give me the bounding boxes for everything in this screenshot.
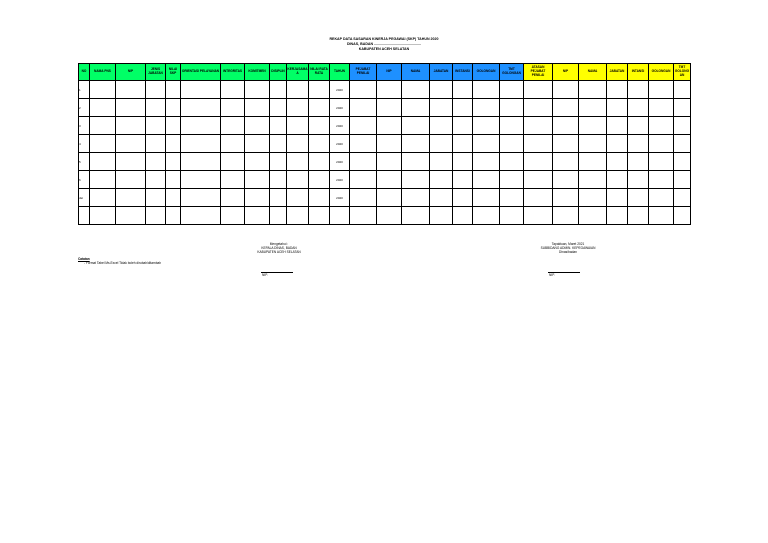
- column-header: NIP: [553, 64, 579, 81]
- table-cell: [473, 135, 500, 153]
- table-cell: [245, 207, 270, 225]
- year-cell: 2020: [330, 99, 350, 117]
- table-cell: [309, 153, 330, 171]
- table-header-row: [79, 64, 691, 81]
- table-cell: [350, 189, 377, 207]
- table-cell: [116, 135, 146, 153]
- table-cell: [674, 189, 691, 207]
- table-cell: [500, 171, 524, 189]
- table-cell: [181, 117, 221, 135]
- sign-left-line3: KABUPATEN ACEH SELATAN: [257, 250, 301, 255]
- table-cell: [430, 153, 453, 171]
- table-row: [79, 99, 691, 117]
- table-cell: [377, 153, 402, 171]
- table-row: [79, 135, 691, 153]
- table-cell: [90, 207, 116, 225]
- table-cell: [116, 81, 146, 99]
- table-cell: [402, 99, 430, 117]
- table-cell: [579, 117, 607, 135]
- column-header: NAMA: [579, 64, 607, 81]
- column-header: KERJASAMA A: [287, 64, 309, 81]
- table-cell: [377, 135, 402, 153]
- table-cell: [309, 189, 330, 207]
- year-cell: [330, 207, 350, 225]
- table-row: [79, 117, 691, 135]
- table-cell: [146, 189, 166, 207]
- table-cell: [628, 153, 649, 171]
- column-header: JABATAN: [430, 64, 453, 81]
- table-cell: [181, 189, 221, 207]
- table-cell: [579, 135, 607, 153]
- column-header: JENIS JABATAN: [146, 64, 166, 81]
- sign-right-line1: Tapaktuan, Maret 2021: [551, 242, 585, 246]
- table-cell: [579, 99, 607, 117]
- table-cell: [607, 171, 628, 189]
- table-cell: [181, 153, 221, 171]
- table-cell: [287, 117, 309, 135]
- table-cell: [607, 135, 628, 153]
- table-cell: [607, 81, 628, 99]
- table-cell: [500, 153, 524, 171]
- table-cell: [579, 189, 607, 207]
- table-cell: [453, 171, 473, 189]
- table-cell: [270, 81, 287, 99]
- table-cell: [377, 81, 402, 99]
- table-cell: [524, 99, 553, 117]
- column-header: NILAI SKP: [166, 64, 181, 81]
- column-header: TAHUN: [330, 64, 350, 81]
- table-cell: [524, 189, 553, 207]
- table-cell: [607, 207, 628, 225]
- table-cell: [245, 189, 270, 207]
- table-cell: [221, 207, 245, 225]
- table-cell: [500, 99, 524, 117]
- table-cell: [628, 135, 649, 153]
- table-cell: [116, 189, 146, 207]
- table-cell: [402, 117, 430, 135]
- table-cell: [402, 153, 430, 171]
- table-cell: [430, 207, 453, 225]
- table-cell: [221, 117, 245, 135]
- table-cell: [90, 117, 116, 135]
- column-header: TMT GOLONG AN: [674, 64, 691, 81]
- sign-left-nip: NIP.: [262, 273, 268, 277]
- table-cell: [166, 153, 181, 171]
- column-header: NAMA PNS: [90, 64, 116, 81]
- table-cell: [473, 153, 500, 171]
- table-cell: [309, 99, 330, 117]
- table-cell: [430, 117, 453, 135]
- table-cell: [500, 117, 524, 135]
- table-cell: [221, 135, 245, 153]
- table-cell: [607, 117, 628, 135]
- row-number-cell: 2: [79, 99, 90, 117]
- table-cell: [116, 153, 146, 171]
- table-cell: [473, 171, 500, 189]
- table-cell: [453, 117, 473, 135]
- row-number-cell: 4: [79, 135, 90, 153]
- row-number-cell: 3: [79, 117, 90, 135]
- table-cell: [500, 207, 524, 225]
- table-cell: [628, 207, 649, 225]
- table-cell: [90, 99, 116, 117]
- column-header: KOMITMEN: [245, 64, 270, 81]
- column-header: NILAI RATA RATA: [309, 64, 330, 81]
- table-cell: [116, 117, 146, 135]
- table-cell: [287, 189, 309, 207]
- table-cell: [649, 117, 674, 135]
- table-cell: [221, 153, 245, 171]
- table-cell: [402, 135, 430, 153]
- table-cell: [270, 207, 287, 225]
- row-number-cell: 1: [79, 81, 90, 99]
- table-cell: [674, 153, 691, 171]
- table-cell: [524, 207, 553, 225]
- table-cell: [579, 207, 607, 225]
- table-cell: [287, 99, 309, 117]
- sign-left-line1: Mengetahui :: [269, 242, 289, 246]
- table-cell: [649, 207, 674, 225]
- sign-right-nip: NIP.: [549, 273, 555, 277]
- table-cell: [500, 135, 524, 153]
- table-cell: [90, 81, 116, 99]
- table-row: [79, 189, 691, 207]
- table-cell: [473, 207, 500, 225]
- table-cell: [350, 135, 377, 153]
- table-cell: [146, 207, 166, 225]
- table-cell: [553, 171, 579, 189]
- table-cell: [649, 135, 674, 153]
- column-header: ORIENTASI PELAYANAN: [181, 64, 221, 81]
- table-cell: [674, 81, 691, 99]
- table-cell: [270, 99, 287, 117]
- table-cell: [628, 171, 649, 189]
- table-cell: [579, 81, 607, 99]
- signature-block-right: [532, 242, 604, 277]
- skp-table: [78, 63, 691, 225]
- table-cell: [181, 81, 221, 99]
- table-cell: [146, 117, 166, 135]
- column-header: NAMA: [402, 64, 430, 81]
- row-number-cell: 5: [79, 153, 90, 171]
- table-cell: [674, 117, 691, 135]
- table-cell: [221, 189, 245, 207]
- note-text: - Format Tabel Ms.Excel Tidak boleh dirubah/ditambah: [84, 261, 162, 265]
- table-cell: [245, 99, 270, 117]
- table-cell: [166, 135, 181, 153]
- table-cell: [116, 99, 146, 117]
- title-line-3: KABUPATEN ACEH SELATAN: [358, 47, 410, 51]
- table-cell: [90, 171, 116, 189]
- table-cell: [245, 135, 270, 153]
- column-header: PEJABAT PENILAI: [350, 64, 377, 81]
- table-cell: [309, 171, 330, 189]
- table-cell: [500, 81, 524, 99]
- note-block: [78, 257, 161, 265]
- table-cell: [350, 81, 377, 99]
- table-cell: [453, 135, 473, 153]
- table-cell: [90, 135, 116, 153]
- table-cell: [553, 153, 579, 171]
- table-cell: [674, 207, 691, 225]
- table-cell: [377, 117, 402, 135]
- table-cell: [524, 153, 553, 171]
- table-cell: [473, 117, 500, 135]
- table-cell: [350, 153, 377, 171]
- row-number-cell: dst: [79, 189, 90, 207]
- table-cell: [402, 189, 430, 207]
- row-number-cell: 6: [79, 171, 90, 189]
- report-title: [0, 37, 768, 52]
- table-cell: [287, 81, 309, 99]
- table-cell: [166, 117, 181, 135]
- table-cell: [553, 135, 579, 153]
- table-cell: [116, 171, 146, 189]
- table-cell: [287, 153, 309, 171]
- year-cell: 2020: [330, 81, 350, 99]
- table-cell: [649, 99, 674, 117]
- table-cell: [270, 117, 287, 135]
- table-cell: [270, 189, 287, 207]
- table-cell: [607, 99, 628, 117]
- table-cell: [402, 207, 430, 225]
- table-row: [79, 171, 691, 189]
- table-cell: [524, 81, 553, 99]
- table-cell: [473, 99, 500, 117]
- table-cell: [146, 81, 166, 99]
- table-cell: [245, 81, 270, 99]
- column-header: INTANSI: [628, 64, 649, 81]
- column-header: INTEGRITAS: [221, 64, 245, 81]
- table-cell: [453, 189, 473, 207]
- table-cell: [287, 207, 309, 225]
- table-cell: [287, 171, 309, 189]
- column-header: GOLONGAN: [649, 64, 674, 81]
- table-cell: [453, 153, 473, 171]
- column-header: NIP: [116, 64, 146, 81]
- title-line-2: DINAS, BADAN ...............................................: [346, 42, 422, 46]
- table-cell: [270, 153, 287, 171]
- table-cell: [628, 117, 649, 135]
- table-cell: [309, 207, 330, 225]
- table-cell: [146, 153, 166, 171]
- table-cell: [674, 171, 691, 189]
- table-cell: [116, 207, 146, 225]
- year-cell: 2020: [330, 153, 350, 171]
- column-header: JABATAN: [607, 64, 628, 81]
- table-cell: [146, 171, 166, 189]
- year-cell: 2020: [330, 117, 350, 135]
- table-cell: [166, 99, 181, 117]
- table-cell: [553, 207, 579, 225]
- table-body: [79, 81, 691, 225]
- table-cell: [524, 117, 553, 135]
- table-row: [79, 81, 691, 99]
- year-cell: 2020: [330, 135, 350, 153]
- table-cell: [221, 99, 245, 117]
- table-cell: [674, 135, 691, 153]
- table-row: [79, 207, 691, 225]
- row-number-cell: [79, 207, 90, 225]
- table-cell: [377, 99, 402, 117]
- year-cell: 2020: [330, 171, 350, 189]
- column-header: NIP: [377, 64, 402, 81]
- table-cell: [579, 153, 607, 171]
- column-header: NO: [79, 64, 90, 81]
- table-cell: [350, 117, 377, 135]
- table-cell: [309, 117, 330, 135]
- table-cell: [270, 135, 287, 153]
- table-cell: [430, 171, 453, 189]
- table-cell: [166, 81, 181, 99]
- table-cell: [500, 189, 524, 207]
- table-cell: [649, 81, 674, 99]
- table-cell: [166, 207, 181, 225]
- table-cell: [453, 99, 473, 117]
- table-cell: [674, 99, 691, 117]
- table-cell: [430, 135, 453, 153]
- table-cell: [245, 153, 270, 171]
- table-cell: [377, 171, 402, 189]
- table-cell: [628, 99, 649, 117]
- table-cell: [628, 81, 649, 99]
- table-cell: [309, 81, 330, 99]
- table-cell: [221, 81, 245, 99]
- table-cell: [166, 189, 181, 207]
- table-cell: [146, 99, 166, 117]
- table-cell: [245, 171, 270, 189]
- table-cell: [473, 189, 500, 207]
- table-cell: [473, 81, 500, 99]
- sign-right-line2: SUBBIDANG ADMIN. KEPEGAWAIAN: [540, 246, 596, 251]
- table-cell: [553, 99, 579, 117]
- table-cell: [90, 189, 116, 207]
- table-row: [79, 153, 691, 171]
- table-cell: [181, 99, 221, 117]
- table-cell: [649, 153, 674, 171]
- table-cell: [287, 135, 309, 153]
- year-cell: 2020: [330, 189, 350, 207]
- table-cell: [579, 171, 607, 189]
- table-cell: [181, 207, 221, 225]
- table-cell: [350, 207, 377, 225]
- sign-right-line3: Dinas/badan: [559, 250, 577, 255]
- table-cell: [649, 171, 674, 189]
- column-header: INSTANSI: [453, 64, 473, 81]
- table-cell: [402, 81, 430, 99]
- table-cell: [553, 81, 579, 99]
- table-cell: [90, 153, 116, 171]
- table-cell: [430, 189, 453, 207]
- table-cell: [309, 135, 330, 153]
- table-cell: [553, 117, 579, 135]
- table-cell: [453, 81, 473, 99]
- table-cell: [649, 189, 674, 207]
- table-cell: [430, 81, 453, 99]
- column-header: TMT GOLONGAN: [500, 64, 524, 81]
- table-cell: [402, 171, 430, 189]
- table-cell: [166, 171, 181, 189]
- table-cell: [607, 189, 628, 207]
- column-header: DISIPLIN: [270, 64, 287, 81]
- signature-block-left: [245, 242, 313, 277]
- column-header: GOLONGAN: [473, 64, 500, 81]
- table-cell: [607, 153, 628, 171]
- table-cell: [350, 99, 377, 117]
- table-cell: [181, 135, 221, 153]
- table-cell: [181, 171, 221, 189]
- table-cell: [377, 207, 402, 225]
- table-cell: [628, 189, 649, 207]
- table-cell: [553, 189, 579, 207]
- table-cell: [146, 135, 166, 153]
- table-cell: [524, 135, 553, 153]
- table-cell: [221, 171, 245, 189]
- table-cell: [430, 99, 453, 117]
- note-heading: Catatan: [78, 257, 90, 261]
- table-cell: [245, 117, 270, 135]
- table-cell: [377, 189, 402, 207]
- table-cell: [524, 171, 553, 189]
- title-line-1: REKAP DATA SASARAN KINERJA PEGAWAI (SKP) TAHUN 2020: [329, 37, 439, 41]
- sign-left-line2: KEPALA DINAS, BADAN: [261, 246, 297, 251]
- column-header: ATASAN PEJABAT PENILAI: [524, 64, 553, 81]
- table-cell: [453, 207, 473, 225]
- table-cell: [270, 171, 287, 189]
- table-cell: [350, 171, 377, 189]
